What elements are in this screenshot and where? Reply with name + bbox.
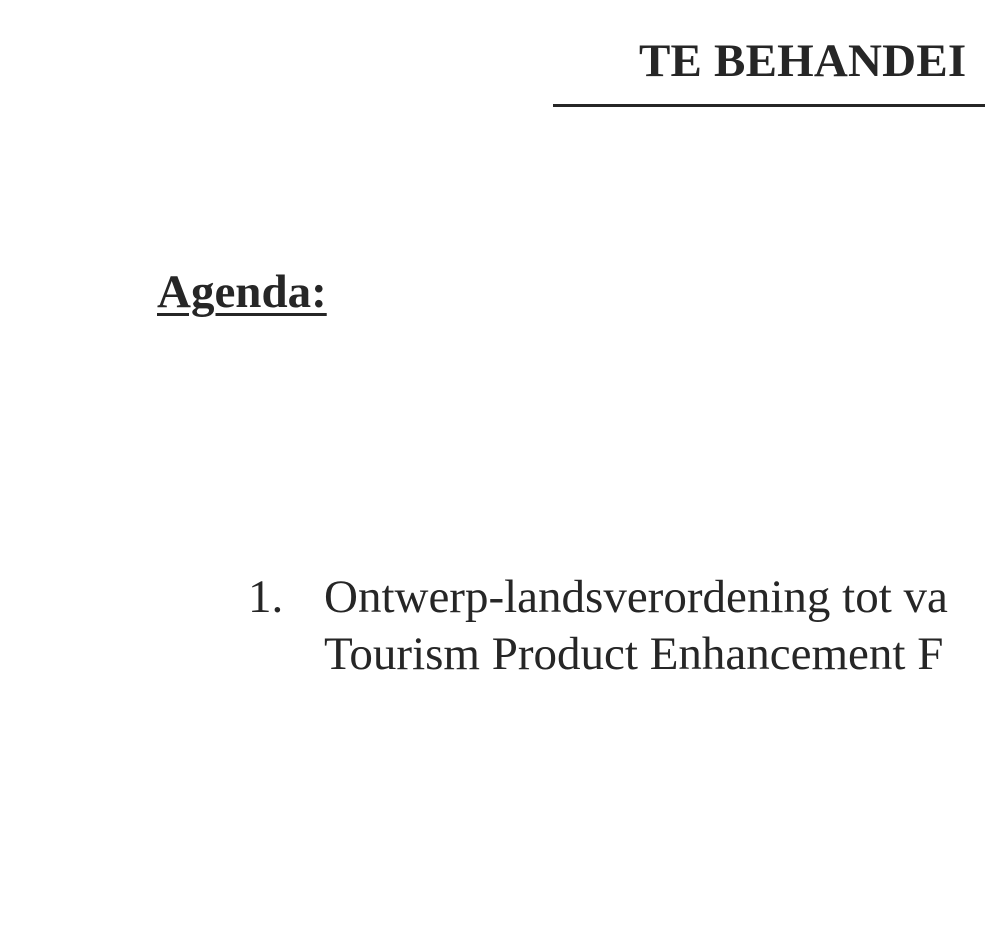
agenda-item-number: 1. <box>248 571 284 623</box>
header-underline-rule <box>553 104 985 107</box>
agenda-item-text-line-2: Tourism Product Enhancement F <box>324 628 944 680</box>
header-title: TE BEHANDEI <box>639 35 967 87</box>
agenda-heading: Agenda: <box>157 266 327 318</box>
agenda-item-text-line-1: Ontwerp-landsverordening tot va <box>324 571 948 623</box>
